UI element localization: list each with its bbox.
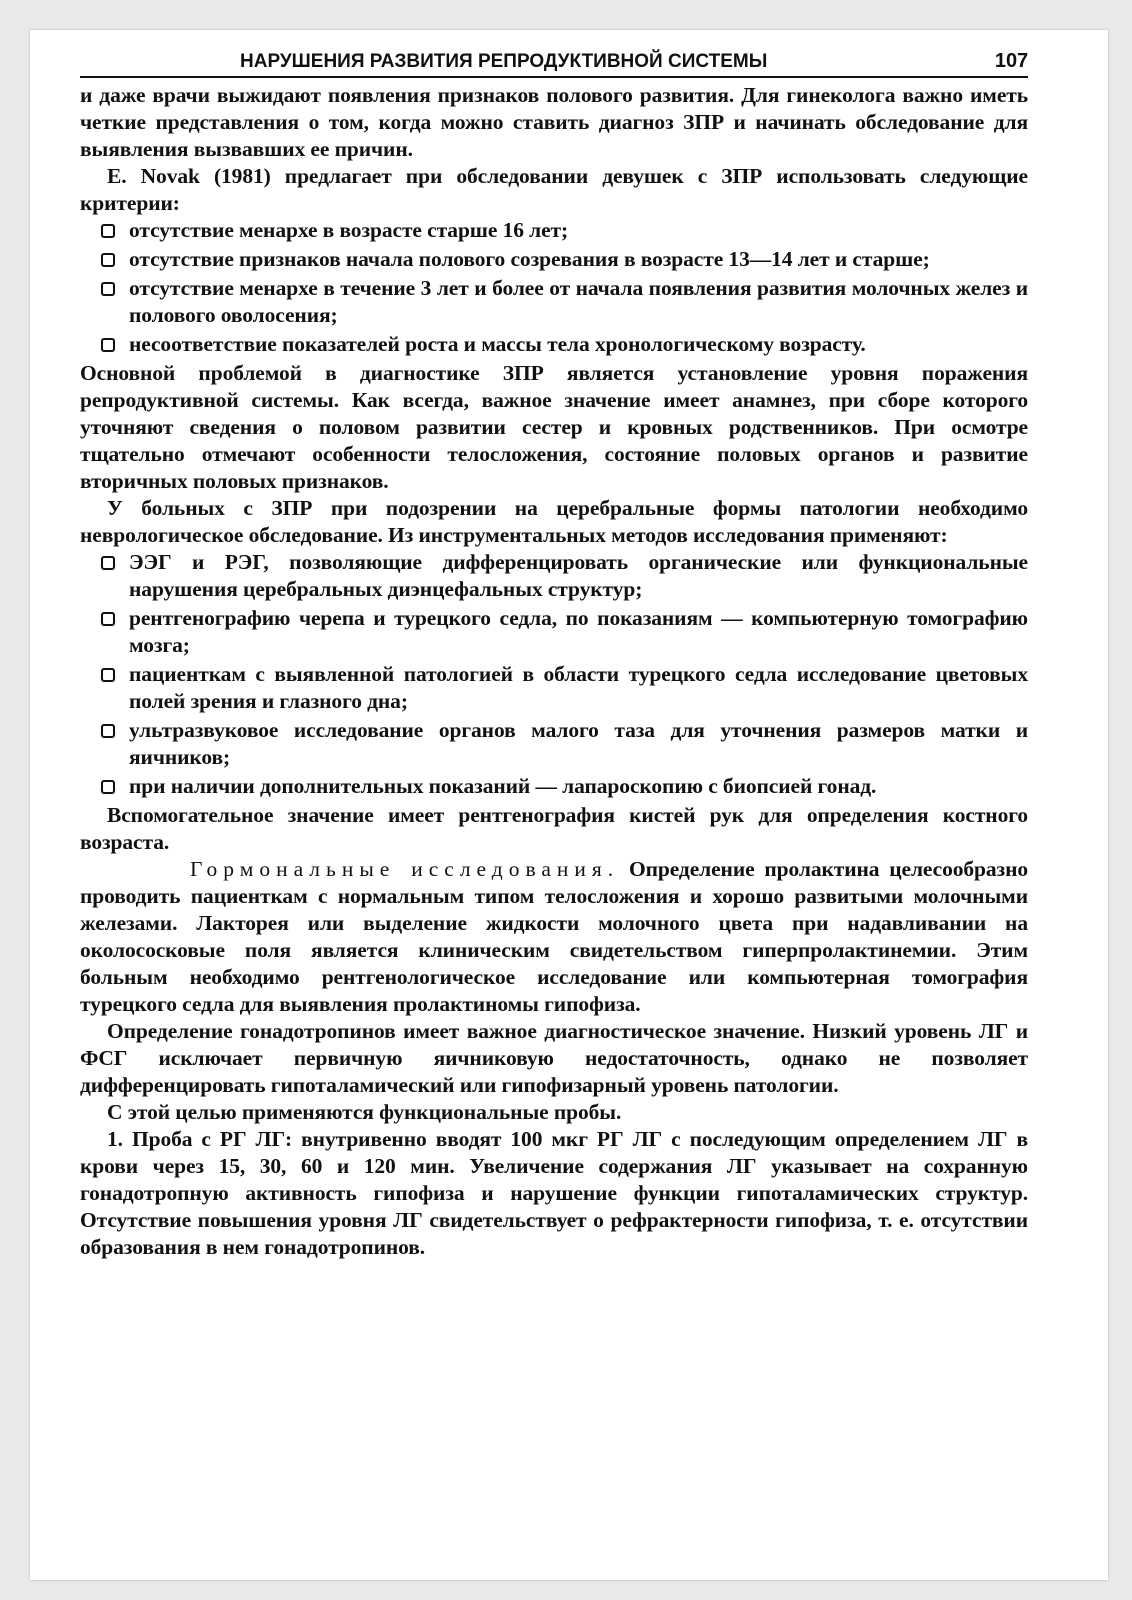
checkbox-bullet-icon <box>101 612 115 626</box>
hormonal-text: Определение пролактина целесообразно проводить пациенткам с нормальным типом телосложения и хорошо развитыми молочными железами. Лакторея или выделение жидкости молочного цвета при надавливании на околососковые поля является клиническим свидетельством гиперпролактинемии. Этим больным необходимо рентгенологическое исследование или компьютерная томография турецкого седла для выявления пролактиномы гипофиза. <box>80 857 1029 1016</box>
page-number: 107 <box>994 50 1028 72</box>
list-item: ультразвуковое исследование органов малого таза для уточнения размеров матки и яичников; <box>80 717 1028 771</box>
methods-list <box>80 549 1028 800</box>
list-item: несоответствие показателей роста и массы тела хронологическому возрасту. <box>80 331 1028 358</box>
list-item: отсутствие признаков начала полового созревания в возрасте 13—14 лет и старше; <box>80 246 1028 273</box>
functional-tests-paragraph: С этой целью применяются функциональные пробы. <box>107 1100 622 1124</box>
section-heading: Гормональные исследования. <box>190 857 620 881</box>
list-item: пациенткам с выявленной патологией в области турецкого седла исследование цветовых полей зрения и глазного дна; <box>80 661 1028 715</box>
checkbox-bullet-icon <box>101 224 115 238</box>
list-item: отсутствие менархе в возрасте старше 16 лет; <box>80 217 1028 244</box>
gonadotropin-paragraph: Определение гонадотропинов имеет важное диагностическое значение. Низкий уровень ЛГ и ФСГ исключает первичную яичниковую недостаточность, однако не позволяет дифференцировать гипоталамический или гипофизарный уровень патологии. <box>80 1019 1028 1097</box>
list-item: ЭЭГ и РЭГ, позволяющие дифференцировать органические или функциональные нарушения церебральных диэнцефальных структур; <box>80 549 1028 603</box>
cerebral-paragraph: У больных с ЗПР при подозрении на церебральные формы патологии необходимо неврологическое обследование. Из инструментальных методов исследования применяют: <box>80 496 1028 547</box>
list-item: при наличии дополнительных показаний — лапароскопию с биопсией гонад. <box>80 773 1028 800</box>
checkbox-bullet-icon <box>101 780 115 794</box>
checkbox-bullet-icon <box>101 253 115 267</box>
running-header <box>80 48 1028 78</box>
book-page <box>30 30 1108 1580</box>
intro-paragraph: и даже врачи выжидают появления признаков полового развития. Для гинеколога важно иметь четкие представления о том, когда можно ставить диагноз ЗПР и начинать обследование для выявления вызвавших ее причин. <box>80 83 1028 161</box>
checkbox-bullet-icon <box>101 338 115 352</box>
xray-paragraph: Вспомогательное значение имеет рентгенография кистей рук для определения костного возраста. <box>80 803 1028 854</box>
list-item: рентгенографию черепа и турецкого седла, по показаниям — компьютерную томографию мозга; <box>80 605 1028 659</box>
checkbox-bullet-icon <box>101 282 115 296</box>
checkbox-bullet-icon <box>101 668 115 682</box>
checkbox-bullet-icon <box>101 556 115 570</box>
criteria-list <box>80 217 1028 358</box>
page-content <box>80 48 1028 1261</box>
main-problem-paragraph: Основной проблемой в диагностике ЗПР является установление уровня поражения репродуктивной системы. Как всегда, важное значение имеет анамнез, при сборе которого уточняют сведения о половом развитии сестер и кровных родственников. При осмотре тщательно отмечают особенности телосложения, состояние половых органов и развитие вторичных половых признаков. <box>80 361 1028 493</box>
hormonal-paragraph <box>80 856 1028 1018</box>
chapter-title: НАРУШЕНИЯ РАЗВИТИЯ РЕПРОДУКТИВНОЙ СИСТЕМЫ <box>240 51 768 72</box>
list-item: отсутствие менархе в течение 3 лет и более от начала появления развития молочных желез и полового оволосения; <box>80 275 1028 329</box>
novak-paragraph: E. Novak (1981) предлагает при обследовании девушек с ЗПР использовать следующие критерии: <box>80 164 1028 215</box>
test1-paragraph: 1. Проба с РГ ЛГ: внутривенно вводят 100 мкг РГ ЛГ с последующим определением ЛГ в крови через 15, 30, 60 и 120 мин. Увеличение содержания ЛГ указывает на сохранную гонадотропную активность гипофиза и нарушение функции гипоталамических структур. Отсутствие повышения уровня ЛГ свидетельствует о рефрактерности гипофиза, т. е. отсутствии образования в нем гонадотропинов. <box>80 1127 1028 1259</box>
checkbox-bullet-icon <box>101 724 115 738</box>
